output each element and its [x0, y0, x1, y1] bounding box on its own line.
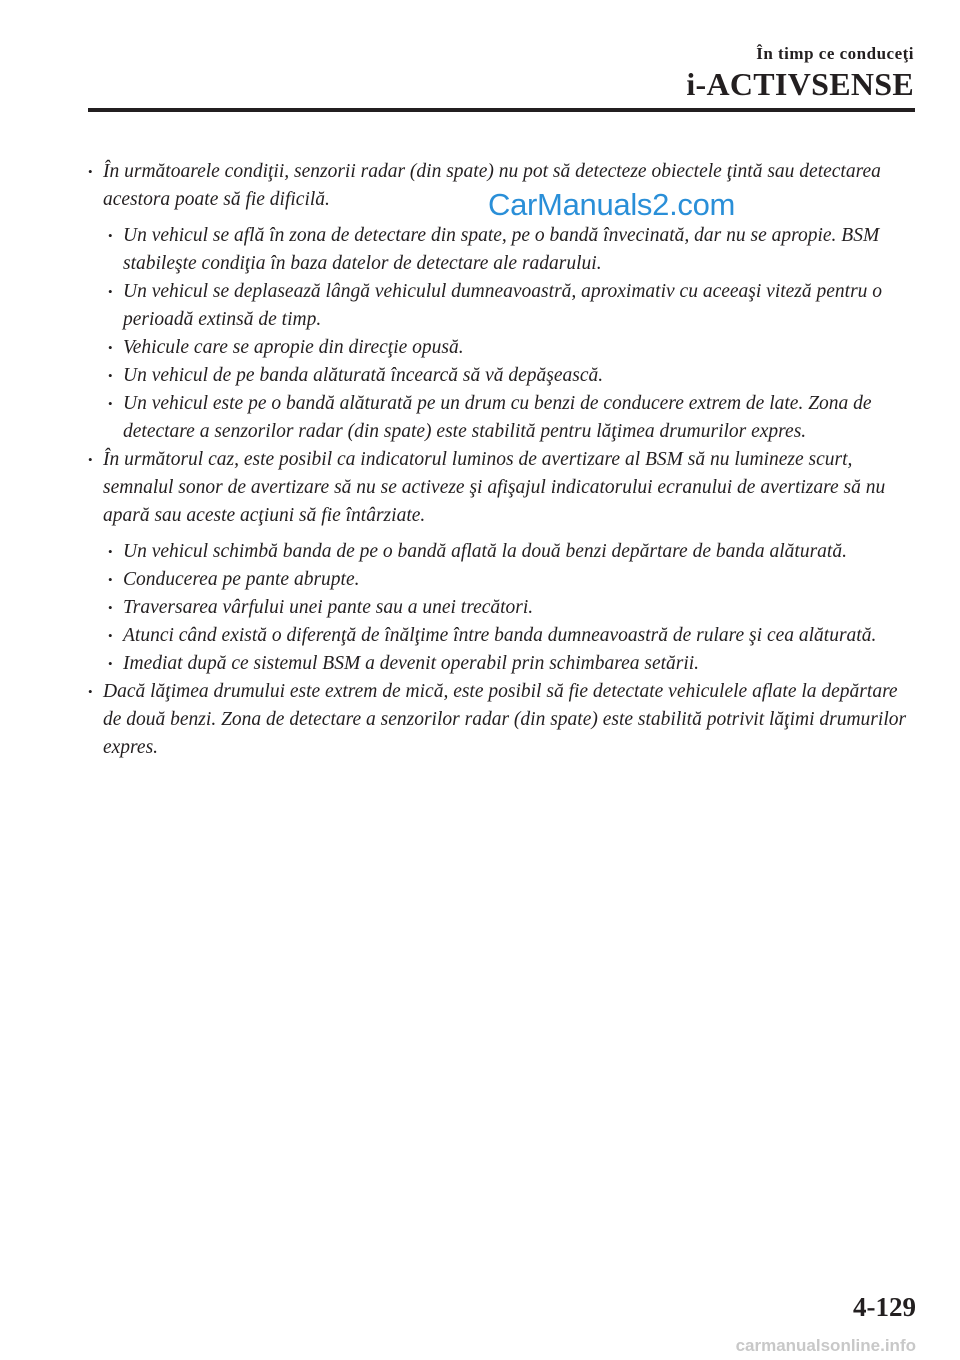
sub-list-item: • Un vehicul schimbă banda de pe o bandă aflată la două benzi depărtare de banda alăturată.: [106, 538, 916, 566]
chapter-title: i-ACTIVSENSE: [686, 66, 914, 102]
page-header: [686, 44, 914, 102]
header-rule: [88, 108, 915, 112]
sub-list-item: • Un vehicul se află în zona de detectare din spate, pe o bandă învecinată, dar nu se apropie. BSM stabileşte condiţia în baza datelor de detectare ale radarului.: [106, 222, 916, 278]
sub-list-item: • Un vehicul se deplasează lângă vehiculul dumneavoastră, aproximativ cu aceeaşi viteză pentru o perioadă extinsă de timp.: [106, 278, 916, 334]
item-text: Dacă lăţimea drumului este extrem de mică, este posibil să fie detectate vehiculele aflate la depărtare de două benzi. Zona de detectare a senzorilor radar (din spate) este stabilită potrivit lăţimi drumurilor expres.: [103, 681, 907, 758]
watermark-link[interactable]: CarManuals2.com: [488, 187, 736, 222]
bullet-list: [86, 158, 916, 762]
item-text: În următorul caz, este posibil ca indicatorul luminos de avertizare al BSM să nu lumineze scurt, semnalul sonor de avertizare să nu se activeze şi afişajul indicatorului ecranului de avertizare să nu apară sau aceste acţiuni să fie întârziate.: [103, 449, 886, 526]
sub-list-item: • Vehicule care se apropie din direcţie opusă.: [106, 334, 916, 362]
sub-list-item: • Traversarea vârfului unei pante sau a unei trecători.: [106, 594, 916, 622]
sub-list-item: • Conducerea pe pante abrupte.: [106, 566, 916, 594]
item-text: În următoarele condiţii, senzorii radar (din spate) nu pot să detecteze obiectele ţintă sau detectarea acestora poate să fie dificilă.: [103, 161, 881, 210]
section-title: În timp ce conduceţi: [756, 44, 914, 63]
footer-watermark[interactable]: carmanualsonline.info: [735, 1336, 916, 1355]
sub-list-item: • Un vehicul de pe banda alăturată încearcă să vă depăşească.: [106, 362, 916, 390]
page-number: 4-129: [853, 1292, 916, 1322]
sub-list-item: • Imediat după ce sistemul BSM a devenit operabil prin schimbarea setării.: [106, 650, 916, 678]
sub-list: [86, 222, 916, 446]
list-item: [86, 446, 916, 530]
list-item: [86, 678, 916, 762]
sub-list-item: • Atunci când există o diferenţă de înălţime între banda dumneavoastră de rulare şi cea alăturată.: [106, 622, 916, 650]
sub-list-item: • Un vehicul este pe o bandă alăturată pe un drum cu benzi de conducere extrem de late. Zona de detectare a senzorilor radar (din spate) este stabilită pentru lăţimea drumurilor expres.: [106, 390, 916, 446]
sub-list: [86, 538, 916, 678]
